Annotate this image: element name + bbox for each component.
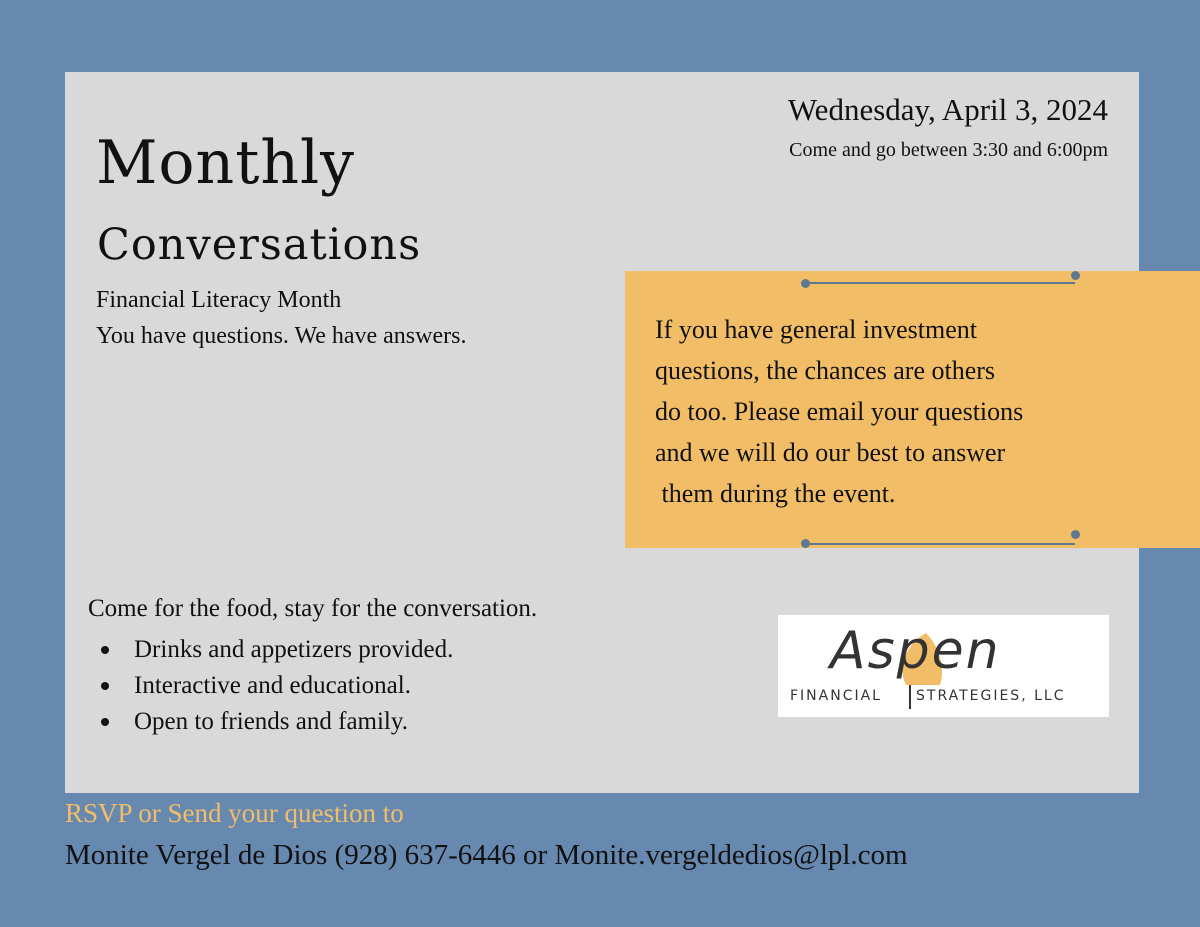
callout-top-dot-right — [1071, 271, 1080, 280]
list-item: Interactive and educational. — [96, 668, 453, 704]
callout-line: If you have general investment — [655, 315, 977, 344]
callout-top-dot-left — [801, 279, 810, 288]
callout-line: them during the event. — [655, 479, 896, 508]
bullet-icon — [101, 718, 109, 726]
aspen-logo — [778, 615, 1109, 717]
callout-bottom-divider — [805, 543, 1075, 545]
event-time: Come and go between 3:30 and 6:00pm — [789, 139, 1108, 161]
logo-divider — [909, 685, 911, 709]
callout-line: and we will do our best to answer — [655, 438, 1006, 467]
logo-strategies-text: STRATEGIES, LLC — [916, 688, 1066, 704]
callout-bottom-dot-left — [801, 539, 810, 548]
bullet-icon — [101, 682, 109, 690]
callout-line: do too. Please email your questions — [655, 397, 1024, 426]
subtitle-questions: You have questions. We have answers. — [96, 323, 467, 349]
rsvp-label: RSVP or Send your question to — [65, 798, 404, 828]
benefits-list — [96, 632, 453, 740]
callout-line: questions, the chances are others — [655, 356, 996, 385]
logo-financial-text: FINANCIAL — [790, 688, 882, 704]
callout-bottom-dot-right — [1071, 530, 1080, 539]
title-monthly: Monthly — [96, 128, 356, 198]
bullet-icon — [101, 646, 109, 654]
callout-text — [655, 309, 1175, 514]
subtitle-financial-literacy: Financial Literacy Month — [96, 287, 342, 313]
title-conversations: Conversations — [97, 220, 422, 270]
list-item: Open to friends and family. — [96, 704, 453, 740]
event-date: Wednesday, April 3, 2024 — [787, 92, 1108, 127]
contact-info: Monite Vergel de Dios (928) 637-6446 or Monite.vergeldedios@lpl.com — [65, 839, 908, 871]
list-item: Drinks and appetizers provided. — [96, 632, 453, 668]
question-callout — [625, 271, 1200, 548]
callout-top-divider — [805, 282, 1075, 284]
logo-aspen-text: Aspen — [830, 621, 1001, 681]
food-heading: Come for the food, stay for the conversation. — [88, 595, 538, 622]
